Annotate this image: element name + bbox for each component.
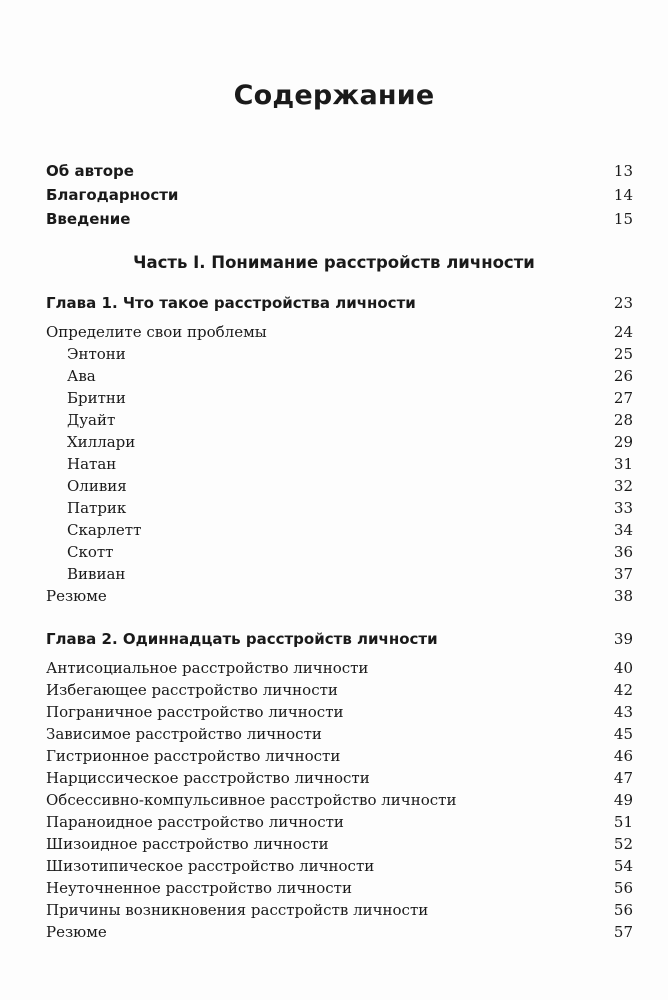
- toc-entry-label: Благодарности: [46, 186, 179, 204]
- toc-subsection[interactable]: [46, 433, 633, 455]
- toc-subsection[interactable]: [46, 367, 633, 389]
- toc-section[interactable]: [46, 323, 633, 345]
- toc-section[interactable]: [46, 879, 633, 901]
- toc-entry-page: 37: [613, 565, 633, 583]
- toc-section[interactable]: [46, 769, 633, 791]
- toc-section-label: Ава: [67, 367, 96, 385]
- toc-entry-page: 23: [613, 294, 633, 312]
- toc-section[interactable]: [46, 681, 633, 703]
- toc-section-label: Неуточненное расстройство личности: [46, 879, 352, 897]
- toc-section-label: Вивиан: [67, 565, 126, 583]
- toc-subsection[interactable]: [46, 565, 633, 587]
- toc-chapter-2[interactable]: [46, 630, 633, 652]
- toc-section-label: Параноидное расстройство личности: [46, 813, 344, 831]
- toc-entry-introduction[interactable]: [46, 210, 633, 232]
- toc-entry-label: Об авторе: [46, 162, 134, 180]
- toc-entry-page: 14: [613, 186, 633, 204]
- toc-entry-page: 13: [613, 162, 633, 180]
- toc-entry-page: 24: [613, 323, 633, 341]
- toc-entry-page: 36: [613, 543, 633, 561]
- toc-subsection[interactable]: [46, 345, 633, 367]
- toc-section-label: Хиллари: [67, 433, 136, 451]
- toc-section[interactable]: [46, 747, 633, 769]
- toc-section-label: Пограничное расстройство личности: [46, 703, 344, 721]
- toc-entry-page: 33: [613, 499, 633, 517]
- toc-section[interactable]: [46, 703, 633, 725]
- toc-section-label: Дуайт: [67, 411, 116, 429]
- toc-entry-page: 26: [613, 367, 633, 385]
- toc-entry-page: 25: [613, 345, 633, 363]
- toc-subsection[interactable]: [46, 455, 633, 477]
- toc-entry-page: 39: [613, 630, 633, 648]
- toc-entry-page: 49: [613, 791, 633, 809]
- toc-section-label: Обсессивно-компульсивное расстройство личности: [46, 791, 457, 809]
- toc-entry-page: 38: [613, 587, 633, 605]
- toc-section-label: Антисоциальное расстройство личности: [46, 659, 369, 677]
- toc-chapter-1[interactable]: [46, 294, 633, 316]
- toc-section[interactable]: [46, 857, 633, 879]
- toc-subsection[interactable]: [46, 499, 633, 521]
- toc-section[interactable]: [46, 901, 633, 923]
- toc-entry-about-author[interactable]: [46, 162, 633, 184]
- toc-section-label: Энтони: [67, 345, 126, 363]
- toc-section[interactable]: [46, 923, 633, 945]
- toc-section[interactable]: [46, 659, 633, 681]
- toc-subsection[interactable]: [46, 477, 633, 499]
- toc-section-label: Причины возникновения расстройств личности: [46, 901, 429, 919]
- toc-entry-page: 43: [613, 703, 633, 721]
- toc-section[interactable]: [46, 725, 633, 747]
- page-title: Содержание: [233, 80, 435, 111]
- toc-entry-page: 28: [613, 411, 633, 429]
- toc-section-label: Оливия: [67, 477, 127, 495]
- toc-section-label: Скотт: [67, 543, 114, 561]
- toc-section-label: Нарциссическое расстройство личности: [46, 769, 370, 787]
- toc-entry-page: 27: [613, 389, 633, 407]
- toc-entry-page: 29: [613, 433, 633, 451]
- toc-entry-page: 46: [613, 747, 633, 765]
- toc-entry-page: 54: [613, 857, 633, 875]
- toc-subsection[interactable]: [46, 543, 633, 565]
- toc-section[interactable]: [46, 835, 633, 857]
- toc-entry-page: 15: [613, 210, 633, 228]
- toc-section-label: Бритни: [67, 389, 126, 407]
- toc-entry-page: 34: [613, 521, 633, 539]
- toc-entry-page: 31: [613, 455, 633, 473]
- toc-entry-page: 56: [613, 879, 633, 897]
- toc-entry-page: 32: [613, 477, 633, 495]
- toc-entry-page: 56: [613, 901, 633, 919]
- toc-entry-acknowledgements[interactable]: [46, 186, 633, 208]
- toc-section[interactable]: [46, 813, 633, 835]
- toc-subsection[interactable]: [46, 521, 633, 543]
- toc-subsection[interactable]: [46, 389, 633, 411]
- toc-section-label: Шизотипическое расстройство личности: [46, 857, 375, 875]
- toc-entry-page: 52: [613, 835, 633, 853]
- toc-entry-page: 42: [613, 681, 633, 699]
- toc-section-label: Патрик: [67, 499, 127, 517]
- chapter-title: Глава 1. Что такое расстройства личности: [46, 294, 416, 312]
- toc-section-label: Зависимое расстройство личности: [46, 725, 322, 743]
- toc-section-label: Скарлетт: [67, 521, 142, 539]
- toc-section-label: Избегающее расстройство личности: [46, 681, 338, 699]
- toc-section-label: Шизоидное расстройство личности: [46, 835, 329, 853]
- toc-entry-page: 40: [613, 659, 633, 677]
- toc-entry-page: 45: [613, 725, 633, 743]
- toc-section-label: Определите свои проблемы: [46, 323, 267, 341]
- toc-section-label: Резюме: [46, 923, 107, 941]
- part-title: Часть I. Понимание расстройств личности: [133, 253, 535, 272]
- toc-entry-page: 51: [613, 813, 633, 831]
- toc-section-label: Гистрионное расстройство личности: [46, 747, 341, 765]
- chapter-title: Глава 2. Одиннадцать расстройств личности: [46, 630, 438, 648]
- toc-section-label: Резюме: [46, 587, 107, 605]
- toc-section-label: Натан: [67, 455, 117, 473]
- toc-entry-page: 57: [613, 923, 633, 941]
- toc-entry-page: 47: [613, 769, 633, 787]
- toc-section[interactable]: [46, 587, 633, 609]
- toc-section[interactable]: [46, 791, 633, 813]
- toc-subsection[interactable]: [46, 411, 633, 433]
- toc-entry-label: Введение: [46, 210, 131, 228]
